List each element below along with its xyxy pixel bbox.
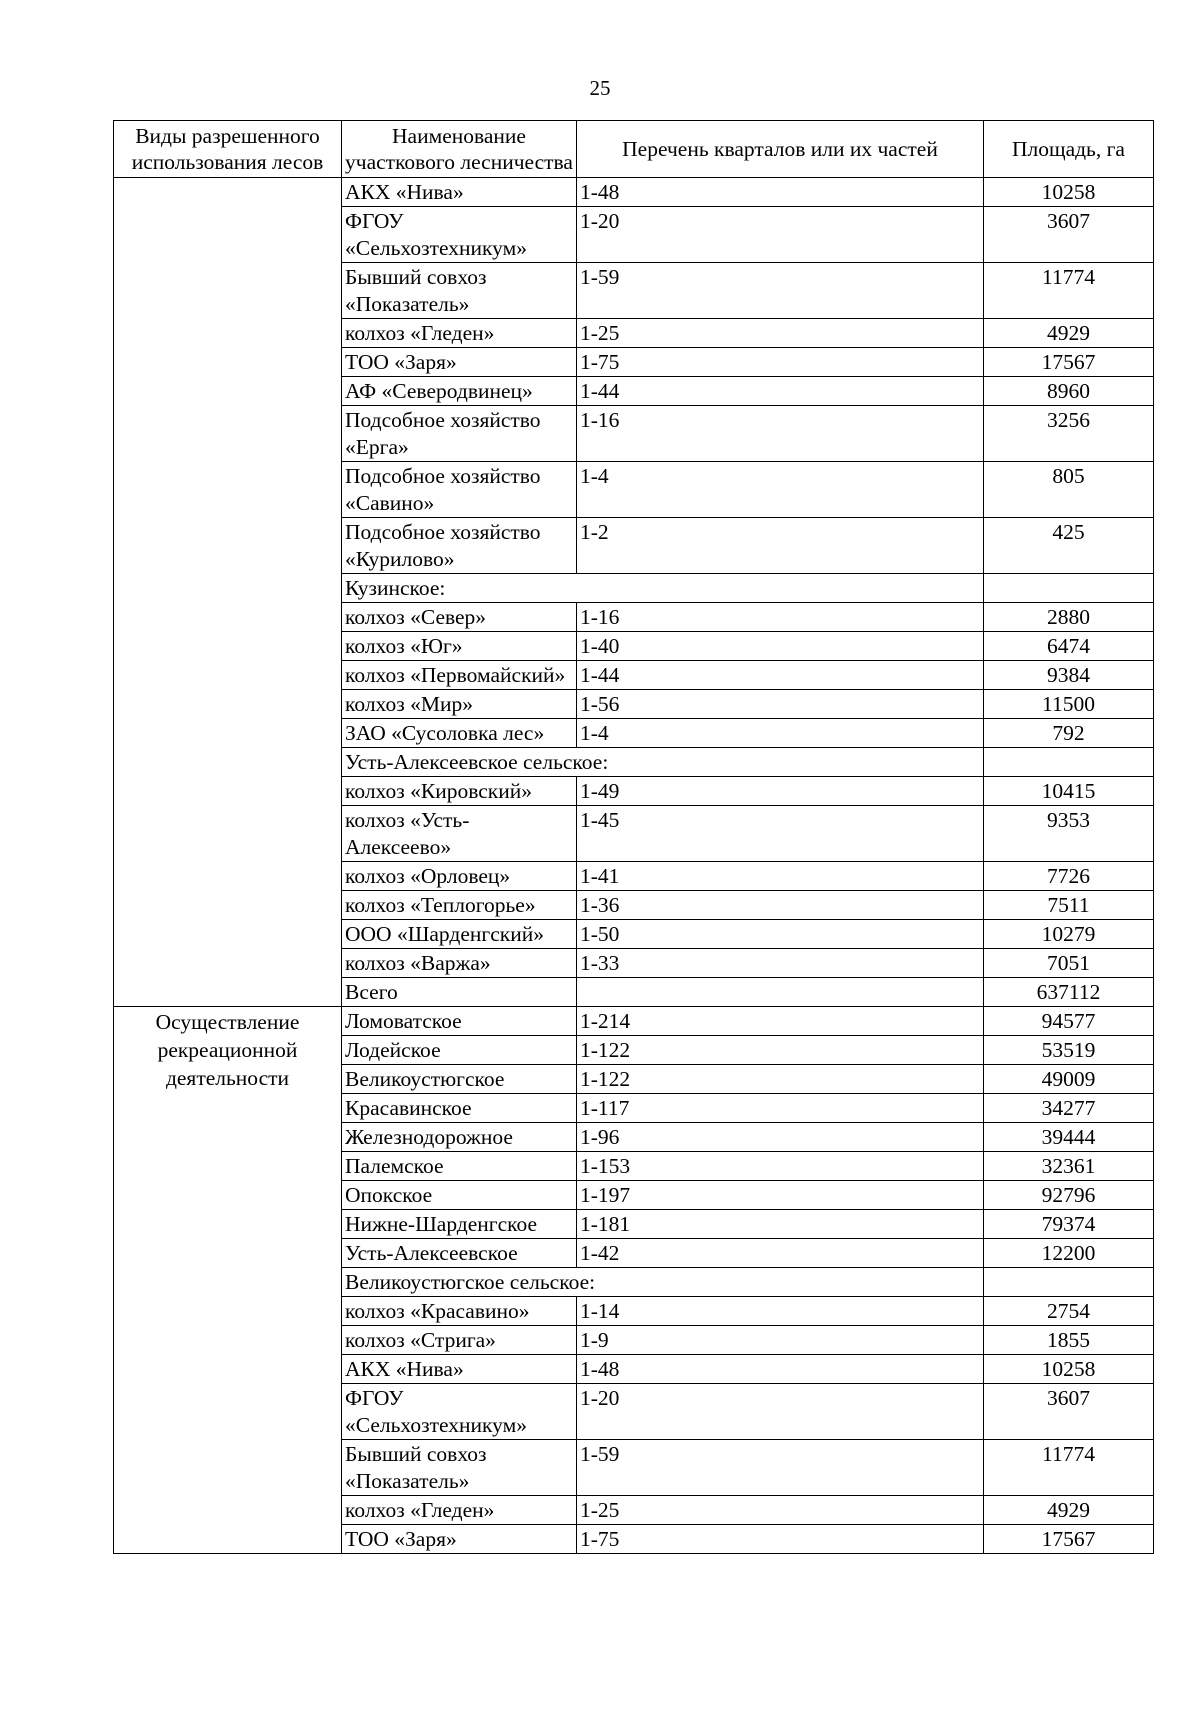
area-cell: 3256 xyxy=(984,406,1154,462)
table-row xyxy=(114,1007,1154,1036)
quarters-cell: 1-96 xyxy=(577,1123,984,1152)
quarters-cell: 1-25 xyxy=(577,319,984,348)
quarters-cell: 1-45 xyxy=(577,806,984,862)
area-cell: 10279 xyxy=(984,920,1154,949)
district-name-cell: колхоз «Север» xyxy=(342,603,577,632)
header-quarters: Перечень кварталов или их частей xyxy=(577,121,984,178)
district-name-cell: ТОО «Заря» xyxy=(342,348,577,377)
district-name-cell: колхоз «Орловец» xyxy=(342,862,577,891)
quarters-cell: 1-153 xyxy=(577,1152,984,1181)
area-cell: 4929 xyxy=(984,1496,1154,1525)
header-district: Наименование участкового лесничества xyxy=(342,121,577,178)
area-cell: 7511 xyxy=(984,891,1154,920)
quarters-cell xyxy=(577,978,984,1007)
district-name-cell: Подсобное хозяйство «Савино» xyxy=(342,462,577,518)
quarters-cell: 1-25 xyxy=(577,1496,984,1525)
quarters-cell: 1-117 xyxy=(577,1094,984,1123)
area-cell: 6474 xyxy=(984,632,1154,661)
quarters-cell: 1-16 xyxy=(577,603,984,632)
area-cell: 4929 xyxy=(984,319,1154,348)
quarters-cell: 1-4 xyxy=(577,719,984,748)
area-cell: 3607 xyxy=(984,1384,1154,1440)
district-name-cell: колхоз «Варжа» xyxy=(342,949,577,978)
district-name-cell: колхоз «Первомайский» xyxy=(342,661,577,690)
table-header xyxy=(114,121,1154,178)
district-name-cell: АКХ «Нива» xyxy=(342,1355,577,1384)
quarters-cell: 1-181 xyxy=(577,1210,984,1239)
district-name-cell: Усть-Алексеевское xyxy=(342,1239,577,1268)
district-name-cell: Великоустюгское сельское: xyxy=(342,1268,984,1297)
area-cell: 12200 xyxy=(984,1239,1154,1268)
area-cell xyxy=(984,1268,1154,1297)
district-name-cell: Бывший совхоз «Показатель» xyxy=(342,1440,577,1496)
area-cell: 805 xyxy=(984,462,1154,518)
district-name-cell: Всего xyxy=(342,978,577,1007)
district-name-cell: Кузинское: xyxy=(342,574,984,603)
district-name-cell: ООО «Шарденгский» xyxy=(342,920,577,949)
district-name-cell: Бывший совхоз «Показатель» xyxy=(342,263,577,319)
use-kind-cell xyxy=(114,178,342,1007)
quarters-cell: 1-48 xyxy=(577,1355,984,1384)
district-name-cell: АФ «Северодвинец» xyxy=(342,377,577,406)
quarters-cell: 1-48 xyxy=(577,178,984,207)
district-name-cell: ФГОУ «Сельхозтехникум» xyxy=(342,1384,577,1440)
quarters-cell: 1-214 xyxy=(577,1007,984,1036)
area-cell: 92796 xyxy=(984,1181,1154,1210)
quarters-cell: 1-44 xyxy=(577,377,984,406)
district-name-cell: Подсобное хозяйство «Курилово» xyxy=(342,518,577,574)
quarters-cell: 1-56 xyxy=(577,690,984,719)
district-name-cell: колхоз «Стрига» xyxy=(342,1326,577,1355)
area-cell: 792 xyxy=(984,719,1154,748)
district-name-cell: колхоз «Гледен» xyxy=(342,319,577,348)
quarters-cell: 1-4 xyxy=(577,462,984,518)
area-cell: 17567 xyxy=(984,1525,1154,1554)
area-cell: 11774 xyxy=(984,263,1154,319)
district-name-cell: Опокское xyxy=(342,1181,577,1210)
quarters-cell: 1-197 xyxy=(577,1181,984,1210)
quarters-cell: 1-42 xyxy=(577,1239,984,1268)
area-cell: 17567 xyxy=(984,348,1154,377)
district-name-cell: Великоустюгское xyxy=(342,1065,577,1094)
district-name-cell: Ломоватское xyxy=(342,1007,577,1036)
area-cell: 8960 xyxy=(984,377,1154,406)
area-cell: 49009 xyxy=(984,1065,1154,1094)
table-row xyxy=(114,178,1154,207)
quarters-cell: 1-122 xyxy=(577,1036,984,1065)
quarters-cell: 1-9 xyxy=(577,1326,984,1355)
district-name-cell: колхоз «Мир» xyxy=(342,690,577,719)
area-cell: 1855 xyxy=(984,1326,1154,1355)
district-name-cell: Палемское xyxy=(342,1152,577,1181)
district-name-cell: ФГОУ «Сельхозтехникум» xyxy=(342,207,577,263)
header-use-kind: Виды разрешенного использования лесов xyxy=(114,121,342,178)
district-name-cell: колхоз «Красавино» xyxy=(342,1297,577,1326)
district-name-cell: колхоз «Гледен» xyxy=(342,1496,577,1525)
use-kind-cell: Осуществление рекреационной деятельности xyxy=(114,1007,342,1554)
quarters-cell: 1-14 xyxy=(577,1297,984,1326)
area-cell: 7051 xyxy=(984,949,1154,978)
area-cell: 10258 xyxy=(984,178,1154,207)
quarters-cell: 1-16 xyxy=(577,406,984,462)
quarters-cell: 1-49 xyxy=(577,777,984,806)
quarters-cell: 1-20 xyxy=(577,207,984,263)
quarters-cell: 1-75 xyxy=(577,1525,984,1554)
area-cell: 11774 xyxy=(984,1440,1154,1496)
quarters-cell: 1-75 xyxy=(577,348,984,377)
area-cell: 637112 xyxy=(984,978,1154,1007)
area-cell: 39444 xyxy=(984,1123,1154,1152)
quarters-cell: 1-20 xyxy=(577,1384,984,1440)
district-name-cell: Железнодорожное xyxy=(342,1123,577,1152)
quarters-cell: 1-40 xyxy=(577,632,984,661)
district-name-cell: колхоз «Теплогорье» xyxy=(342,891,577,920)
area-cell xyxy=(984,574,1154,603)
forest-use-table xyxy=(113,120,1154,1554)
district-name-cell: колхоз «Усть-Алексеево» xyxy=(342,806,577,862)
district-name-cell: ТОО «Заря» xyxy=(342,1525,577,1554)
district-name-cell: Лодейское xyxy=(342,1036,577,1065)
district-name-cell: Подсобное хозяйство «Ерга» xyxy=(342,406,577,462)
table-body xyxy=(114,178,1154,1554)
area-cell: 32361 xyxy=(984,1152,1154,1181)
district-name-cell: колхоз «Кировский» xyxy=(342,777,577,806)
area-cell: 10415 xyxy=(984,777,1154,806)
area-cell: 94577 xyxy=(984,1007,1154,1036)
area-cell: 2754 xyxy=(984,1297,1154,1326)
area-cell: 11500 xyxy=(984,690,1154,719)
quarters-cell: 1-44 xyxy=(577,661,984,690)
area-cell: 79374 xyxy=(984,1210,1154,1239)
area-cell: 2880 xyxy=(984,603,1154,632)
quarters-cell: 1-2 xyxy=(577,518,984,574)
area-cell: 10258 xyxy=(984,1355,1154,1384)
header-row xyxy=(114,121,1154,178)
district-name-cell: Красавинское xyxy=(342,1094,577,1123)
quarters-cell: 1-33 xyxy=(577,949,984,978)
district-name-cell: Усть-Алексеевское сельское: xyxy=(342,748,984,777)
area-cell: 9353 xyxy=(984,806,1154,862)
area-cell: 3607 xyxy=(984,207,1154,263)
quarters-cell: 1-41 xyxy=(577,862,984,891)
quarters-cell: 1-59 xyxy=(577,1440,984,1496)
area-cell xyxy=(984,748,1154,777)
area-cell: 9384 xyxy=(984,661,1154,690)
district-name-cell: АКХ «Нива» xyxy=(342,178,577,207)
quarters-cell: 1-122 xyxy=(577,1065,984,1094)
header-area: Площадь, га xyxy=(984,121,1154,178)
area-cell: 34277 xyxy=(984,1094,1154,1123)
area-cell: 53519 xyxy=(984,1036,1154,1065)
quarters-cell: 1-36 xyxy=(577,891,984,920)
area-cell: 425 xyxy=(984,518,1154,574)
page-number: 25 xyxy=(589,76,611,100)
district-name-cell: ЗАО «Сусоловка лес» xyxy=(342,719,577,748)
quarters-cell: 1-50 xyxy=(577,920,984,949)
district-name-cell: Нижне-Шарденгское xyxy=(342,1210,577,1239)
area-cell: 7726 xyxy=(984,862,1154,891)
district-name-cell: колхоз «Юг» xyxy=(342,632,577,661)
quarters-cell: 1-59 xyxy=(577,263,984,319)
